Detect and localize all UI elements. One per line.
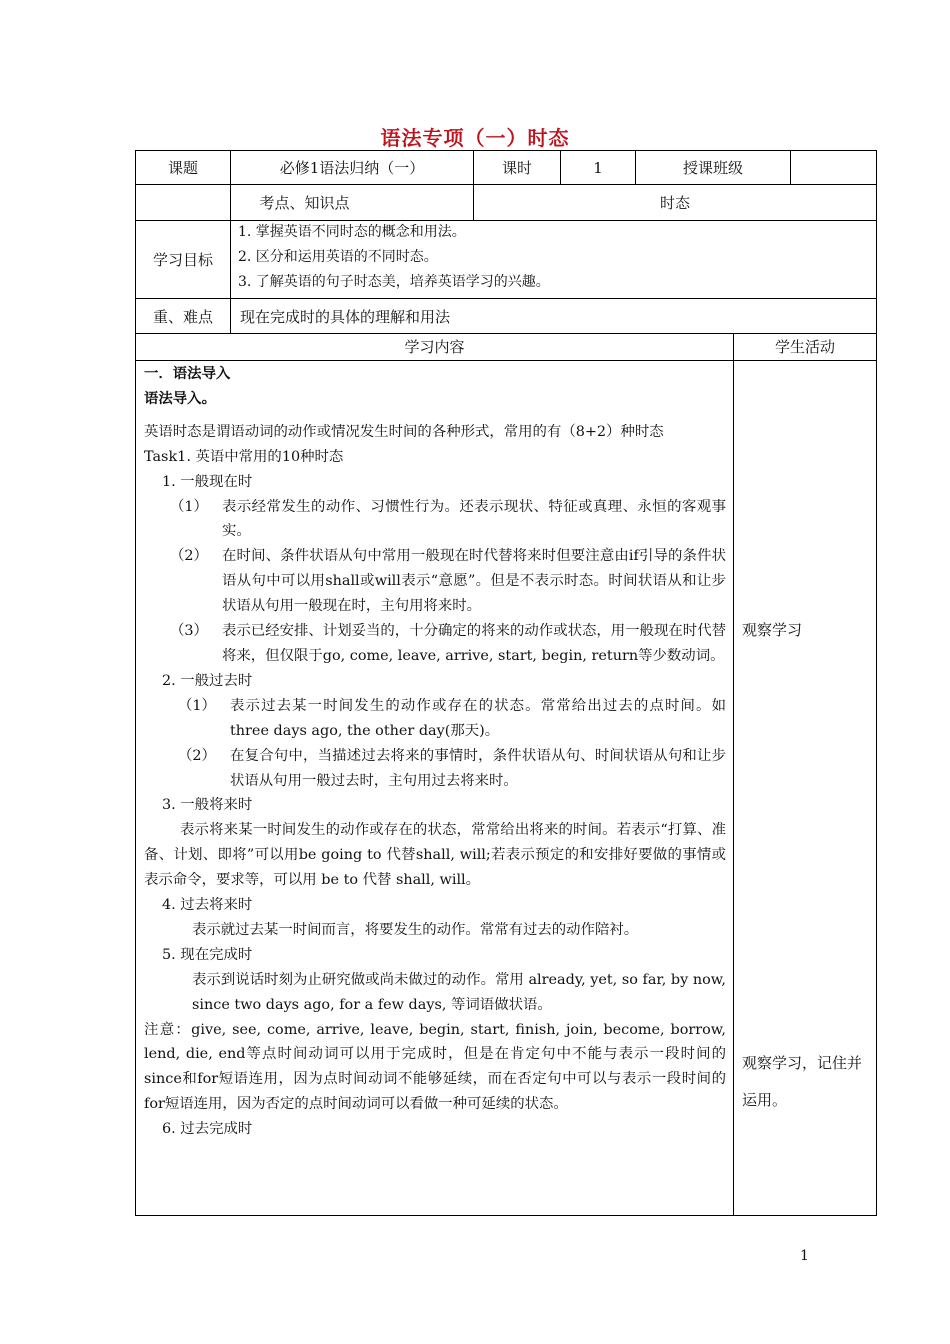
tense-paragraph: 表示到说话时刻为止研究做或尚未做过的动作。常用 already, yet, so far, by now, since two days ago, for a few days, 等词语做状语。 [192, 971, 726, 1013]
difficulty-label: 重、难点 [152, 308, 213, 326]
tense-heading-1: 1. 一般现在时 [162, 473, 253, 490]
table-divider [790, 150, 791, 184]
section-subheading: 语法导入。 [144, 389, 216, 407]
list-item: （1） 表示经常发生的动作、习惯性行为。还表示现状、特征或真理、永恒的客观事实。 [170, 498, 726, 540]
table-divider [135, 298, 877, 299]
keypoint-label: 考点、知识点 [259, 194, 350, 212]
activity-column-header: 学生活动 [774, 338, 835, 356]
tense-heading-4: 4. 过去将来时 [162, 897, 253, 914]
table-divider [135, 333, 877, 334]
goals-label: 学习目标 [152, 251, 213, 269]
table-divider [230, 220, 231, 333]
topic-value: 必修1语法归纳（一） [279, 159, 425, 177]
goal-item: 2. 区分和运用英语的不同时态。 [238, 249, 438, 265]
page-number: 1 [800, 1248, 809, 1264]
goal-item: 3. 了解英语的句子时态美，培养英语学习的兴趣。 [238, 274, 550, 290]
topic-label: 课题 [167, 159, 198, 177]
list-item: （1） 表示过去某一时间发生的动作或存在的状态。常常给出过去的点时间。如three days ago, the other day(那天)。 [178, 697, 726, 739]
difficulty-value: 现在完成时的具体的理解和用法 [240, 308, 451, 326]
content-column-header: 学习内容 [404, 338, 465, 356]
section-heading: 一．语法导入 [144, 365, 231, 382]
list-item: （3） 表示已经安排、计划妥当的，十分确定的将来的动作或状态，用一般现在时代替将来，但仅限于go, come, leave, arrive, start, begin, return等少数动词。 [170, 623, 726, 664]
tense-heading-5: 5. 现在完成时 [162, 946, 253, 963]
table-divider [135, 360, 877, 361]
tense-paragraph: 表示将来某一时间发生的动作或存在的状态，常常给出将来的时间。若表示“打算、准备、计划、即将”可以用be going to 代替shall, will;若表示预定的和安排好要做的事情或表示命令，要求等，可以用 be to 代替 shall, will。 [144, 822, 726, 889]
goal-item: 1. 掌握英语不同时态的概念和用法。 [238, 224, 466, 240]
tense-heading-6: 6. 过去完成时 [162, 1121, 253, 1138]
note-paragraph: 注意：give, see, come, arrive, leave, begin, start, finish, join, become, borrow, lend, die, end等点时间动词可以用于完成时，但是在肯定句中不能与表示一段时间的since和for短语连用，因为点时间动词不能够延续，而在否定句中可以与表示一段时间的for短语连用，因为否定的点时间动词可以看做一种可延续的状态。 [144, 1021, 726, 1113]
table-divider [135, 184, 877, 185]
table-divider [733, 333, 734, 1216]
hours-label: 课时 [501, 159, 532, 177]
tense-heading-3: 3. 一般将来时 [162, 797, 253, 814]
lesson-content [144, 362, 726, 1142]
keypoint-value: 时态 [659, 194, 690, 212]
class-label: 授课班级 [682, 159, 743, 177]
intro-paragraph: 英语时态是谓语动词的动作或情况发生时间的各种形式，常用的有（8+2）种时态 [144, 423, 664, 440]
list-item: （2） 在复合句中，当描述过去将来的事情时，条件状语从句、时间状语从句和让步状语从句用一般过去时，主句用过去将来时。 [178, 747, 726, 789]
page-title: 语法专项（一）时态 [380, 126, 570, 150]
activity-note: 观察学习 [742, 621, 803, 639]
tense-heading-2: 2. 一般过去时 [162, 672, 253, 689]
tense-paragraph: 表示就过去某一时间而言，将要发生的动作。常常有过去的动作陪衬。 [192, 921, 639, 938]
activity-note: 观察学习，记住并运用。 [742, 1054, 863, 1109]
task-line: Task1. 英语中常用的10种时态 [144, 448, 344, 465]
list-item: （2） 在时间、条件状语从句中常用一般现在时代替将来时但要注意由if引导的条件状语从句中可以用shall或will表示“意愿”。但是不表示时态。时间状语从和让步状语从句用一般现在时，主句用将来时。 [170, 548, 726, 615]
hours-value: 1 [593, 159, 603, 177]
